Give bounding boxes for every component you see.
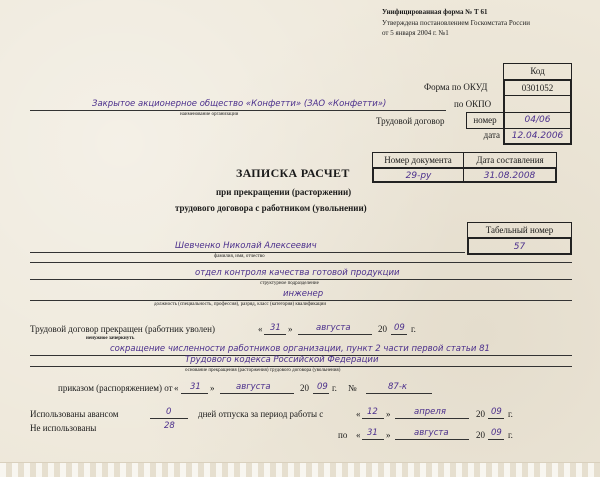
document-subtitle-2: трудового договора с работником (увольнении) <box>175 203 367 213</box>
order-quote-close: » <box>210 383 215 393</box>
vacation-used-line <box>150 418 188 419</box>
vacation-to-year: 09 <box>491 428 502 438</box>
order-year-prefix: 20 <box>300 383 309 393</box>
vacation-days-label: дней отпуска за период работы с <box>198 409 324 419</box>
vacation-from-year-suffix: г. <box>508 409 513 419</box>
vacation-to-year-line <box>488 439 504 440</box>
termination-reason-2: Трудового кодекса Российской Федерации <box>185 355 379 365</box>
order-year: 09 <box>317 382 328 392</box>
vacation-from-quote-open: « <box>356 409 361 419</box>
department-line <box>30 279 572 280</box>
number-value: 04/06 <box>503 112 572 129</box>
department-caption: структурное подразделение <box>260 281 319 286</box>
reason-line-2 <box>30 366 572 367</box>
vacation-to-day-line <box>362 439 384 440</box>
organization-line <box>30 110 446 111</box>
doc-number-header: Номер документа <box>372 152 464 168</box>
okud-label: Форма по ОКУД <box>424 82 488 92</box>
code-header: Код <box>503 63 572 80</box>
vacation-to-month: августа <box>414 428 449 438</box>
order-number: 87-к <box>388 382 408 392</box>
employee-extra-line <box>30 262 572 263</box>
strike-caption: ненужное зачеркнуть <box>86 336 135 341</box>
termination-month: августа <box>316 323 351 333</box>
date-label: дата <box>466 128 504 145</box>
vacation-from-year-prefix: 20 <box>476 409 485 419</box>
doc-date-value: 31.08.2008 <box>463 167 557 183</box>
vacation-unused-label: Не использованы <box>30 423 97 433</box>
termination-month-line <box>298 334 372 335</box>
okpo-value-cell <box>503 95 572 113</box>
vacation-used-value: 0 <box>166 407 172 417</box>
tab-number-value: 57 <box>467 237 572 255</box>
termination-year-suffix: г. <box>411 324 416 334</box>
employee-name-line <box>30 252 465 253</box>
date-value: 12.04.2006 <box>503 128 572 145</box>
vacation-to-year-prefix: 20 <box>476 430 485 440</box>
vacation-to-day: 31 <box>367 428 378 438</box>
doc-number-value: 29-ру <box>372 167 464 183</box>
termination-year-line <box>391 334 407 335</box>
vacation-from-year-line <box>488 418 504 419</box>
termination-quote-open: « <box>258 324 263 334</box>
employee-name: Шевченко Николай Алексеевич <box>175 241 317 251</box>
okpo-label: по ОКПО <box>454 99 492 109</box>
order-label: приказом (распоряжением) от <box>58 383 173 393</box>
vacation-from-day-line <box>362 418 384 419</box>
employee-position: инженер <box>283 289 324 299</box>
vacation-to-label: по <box>338 430 348 440</box>
order-number-line <box>366 393 432 394</box>
document-subtitle-1: при прекращении (расторжении) <box>216 187 352 197</box>
okud-value: 0301052 <box>503 79 572 96</box>
form-title: Унифицированная форма № Т 61 <box>382 8 488 16</box>
position-line <box>30 300 572 301</box>
vacation-from-year: 09 <box>491 407 502 417</box>
vacation-used-label: Использованы авансом <box>30 409 119 419</box>
employee-name-caption: фамилия, имя, отчество <box>214 254 265 259</box>
tab-number-header: Табельный номер <box>467 222 572 238</box>
vacation-unused-value: 28 <box>164 421 175 431</box>
order-day-line <box>181 393 208 394</box>
employee-department: отдел контроля качества готовой продукции <box>195 268 400 278</box>
vacation-from-month-line <box>395 418 469 419</box>
termination-year: 09 <box>394 323 405 333</box>
termination-label: Трудовой договор прекращен (работник уволен) <box>30 324 215 334</box>
contract-label: Трудовой договор <box>376 116 445 126</box>
vacation-to-quote-open: « <box>356 430 361 440</box>
approved-line-2: от 5 января 2004 г. №1 <box>382 29 449 37</box>
vacation-from-month: апреля <box>414 407 446 417</box>
termination-day-line <box>264 334 286 335</box>
termination-quote-close: » <box>288 324 293 334</box>
order-year-line <box>313 393 329 394</box>
order-day: 31 <box>190 382 201 392</box>
order-month: августа <box>236 382 271 392</box>
vacation-to-year-suffix: г. <box>508 430 513 440</box>
doc-date-header: Дата составления <box>463 152 557 168</box>
torn-edge <box>0 462 600 477</box>
vacation-to-quote-close: » <box>386 430 391 440</box>
organization-caption: наименование организации <box>180 112 239 117</box>
vacation-from-quote-close: » <box>386 409 391 419</box>
termination-day: 31 <box>270 323 281 333</box>
reason-caption: основание прекращения (расторжения) трудового договора (увольнения) <box>185 368 341 373</box>
order-number-sign: № <box>348 383 357 393</box>
organization-name: Закрытое акционерное общество «Конфетти» (ЗАО «Конфетти») <box>92 99 387 109</box>
approved-line-1: Утверждена постановлением Госкомстата России <box>382 19 530 27</box>
vacation-from-day: 12 <box>367 407 378 417</box>
document-title: ЗАПИСКА РАСЧЕТ <box>236 166 350 180</box>
order-quote-open: « <box>174 383 179 393</box>
order-year-suffix: г. <box>332 383 337 393</box>
termination-reason-1: сокращение численности работников организации, пункт 2 части первой статьи 81 <box>110 344 490 354</box>
order-month-line <box>220 393 294 394</box>
number-label: номер <box>466 112 504 129</box>
termination-year-prefix: 20 <box>378 324 387 334</box>
vacation-to-month-line <box>395 439 469 440</box>
position-caption: должность (специальность, профессия), разряд, класс (категория) квалификации <box>154 302 327 307</box>
